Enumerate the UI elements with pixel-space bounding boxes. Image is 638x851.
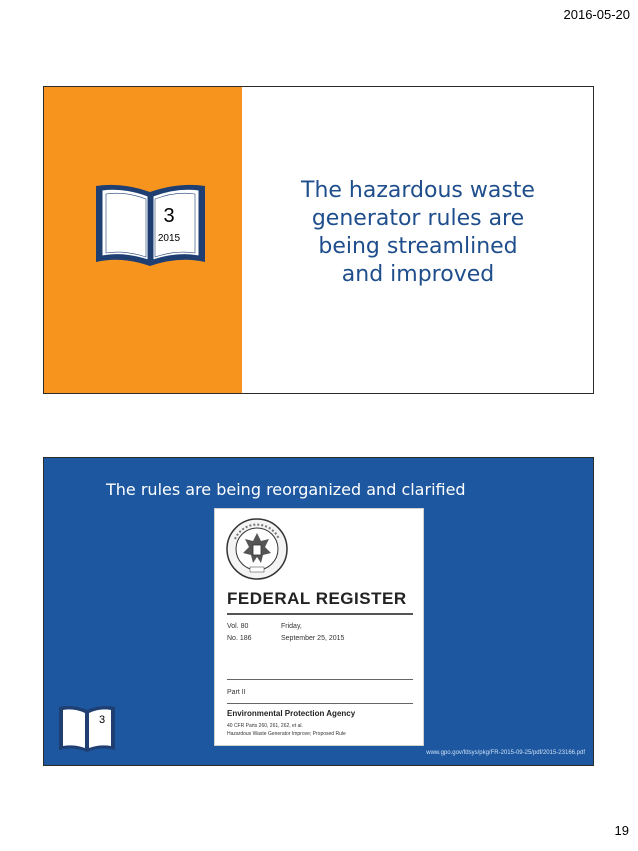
- title-line: The hazardous waste: [301, 178, 535, 203]
- title-line: being streamlined: [318, 234, 518, 259]
- cfr-parts: 40 CFR Parts 260, 261, 262, et al.: [227, 723, 303, 729]
- slide-1: [43, 86, 594, 394]
- header-date: 2016-05-20: [563, 7, 630, 22]
- book-year: 2015: [157, 233, 181, 244]
- slide-2-title: The rules are being reorganized and clarified: [106, 480, 466, 499]
- divider: [227, 703, 413, 704]
- source-url[interactable]: www.gpo.gov/fdsys/pkg/FR-2015-09-25/pdf/2015-23166.pdf: [426, 750, 585, 756]
- volume-row: [227, 623, 302, 630]
- slide-2: [43, 457, 594, 766]
- rule-title: Hazardous Waste Generator Improve; Proposed Rule: [227, 731, 346, 737]
- divider: [227, 679, 413, 680]
- number-label: No. 186: [227, 635, 252, 642]
- book-number: 3: [163, 205, 175, 227]
- title-line: generator rules are: [311, 206, 525, 231]
- masthead: FEDERAL REGISTER: [227, 589, 407, 608]
- open-book-icon: [58, 704, 116, 754]
- number-row: [227, 635, 345, 642]
- federal-register-document: [214, 508, 424, 746]
- part-label: Part II: [227, 689, 246, 696]
- volume-day: Friday,: [281, 623, 302, 630]
- title-line: and improved: [341, 262, 495, 287]
- national-archives-seal-icon: [225, 517, 289, 581]
- book-number: 3: [98, 714, 106, 726]
- issue-date: September 25, 2015: [281, 635, 345, 642]
- volume-label: Vol. 80: [227, 623, 249, 630]
- slide-1-title: [259, 177, 577, 289]
- divider: [227, 613, 413, 615]
- page-number: 19: [614, 823, 629, 838]
- agency-name: Environmental Protection Agency: [227, 709, 356, 718]
